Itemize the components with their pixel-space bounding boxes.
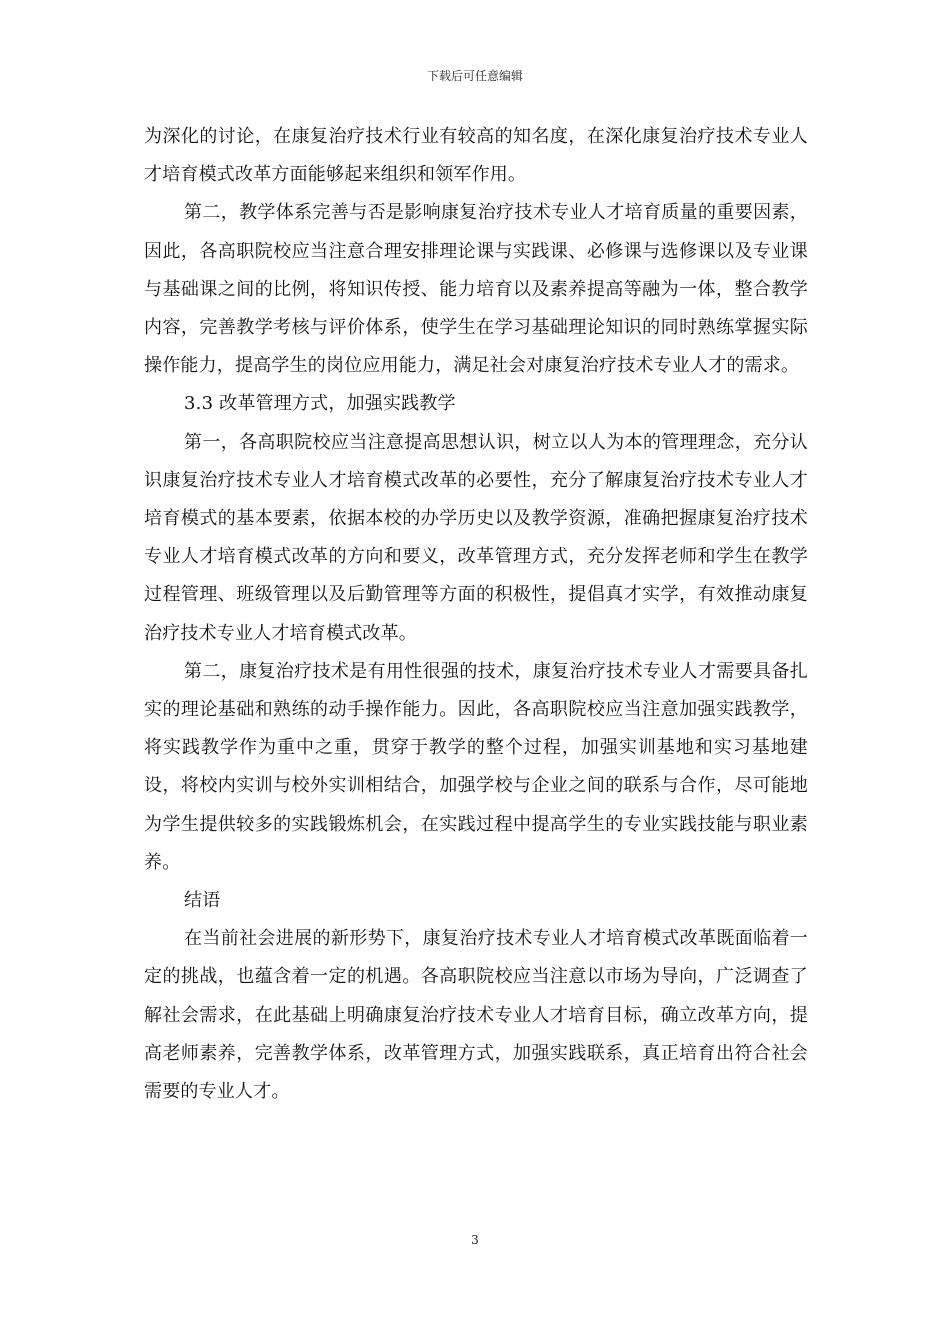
- paragraph-practice-teaching: 第二，康复治疗技术是有用性很强的技术，康复治疗技术专业人才需要具备扎实的理论基础和熟练的动手操作能力。因此，各高职院校应当注意加强实践教学，将实践教学作为重中之重，贯穿于教学的整个过程，加强实训基地和实习基地建设，将校内实训与校外实训相结合，加强学校与企业之间的联系与合作，尽可能地为学生提供较多的实践锻炼机会，在实践过程中提高学生的专业实践技能与职业素养。: [144, 660, 808, 873]
- paragraph-conclusion: 在当前社会进展的新形势下，康复治疗技术专业人才培育模式改革既面临着一定的挑战，也蕴含着一定的机遇。各高职院校应当注意以市场为导向，广泛调查了解社会需求，在此基础上明确康复治疗技术专业人才培育目标，确立改革方向，提高老师素养，完善教学体系，改革管理方式，加强实践联系，真正培育出符合社会需要的专业人才。: [144, 928, 808, 1103]
- page-number: 3: [471, 1233, 479, 1247]
- paragraph-management-reform: 第一，各高职院校应当注意提高思想认识，树立以人为本的管理理念，充分认识康复治疗技术专业人才培育模式改革的必要性，充分了解康复治疗技术专业人才培育模式的基本要素，依据本校的办学历史以及教学资源，准确把握康复治疗技术专业人才培育模式改革的方向和要义，改革管理方式，充分发挥老师和学生在教学过程管理、班级管理以及后勤管理等方面的积极性，提倡真才实学，有效推动康复治疗技术专业人才培育模式改革。: [144, 431, 808, 644]
- paragraph-continuation: 为深化的讨论，在康复治疗技术行业有较高的知名度，在深化康复治疗技术专业人才培育模式改革方面能够起来组织和领军作用。: [144, 126, 808, 186]
- section-heading-3-3: 3.3 改革管理方式，加强实践教学: [184, 393, 456, 415]
- page-header: 下载后可任意编辑: [426, 69, 523, 83]
- document-body: [144, 118, 808, 1111]
- conclusion-heading: 结语: [184, 890, 221, 912]
- paragraph-teaching-system: 第二，教学体系完善与否是影响康复治疗技术专业人才培育质量的重要因素，因此，各高职院校应当注意合理安排理论课与实践课、必修课与选修课以及专业课与基础课之间的比例，将知识传授、能力培育以及素养提高等融为一体，整合教学内容，完善教学考核与评价体系，使学生在学习基础理论知识的同时熟练掌握实际操作能力，提高学生的岗位应用能力，满足社会对康复治疗技术专业人才的需求。: [144, 202, 808, 377]
